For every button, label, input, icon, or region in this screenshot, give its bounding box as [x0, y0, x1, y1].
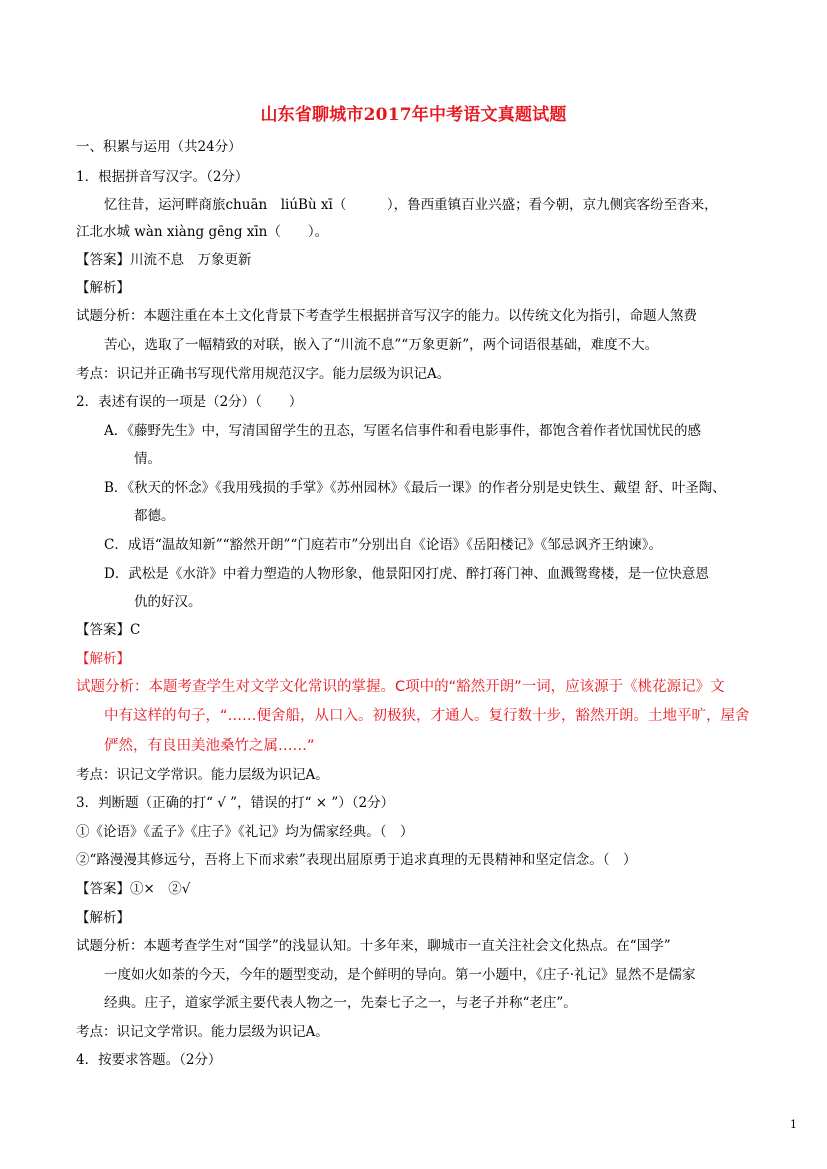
text-line: 江北水城 wàn xiàng gēng xīn（ ）。 — [76, 224, 329, 240]
analysis-heading: 【解析】 — [76, 280, 130, 296]
answer-1: 【答案】川流不息 万象更新 — [76, 252, 252, 268]
option-d: D．武松是《水浒》中着力塑造的人物形象，他景阳冈打虎、醉打蒋门神、血溅鸳鸯楼，是一位快意恩 — [104, 566, 709, 582]
answer-2: 【答案】C — [76, 622, 141, 638]
text-line: 仇的好汉。 — [134, 594, 202, 610]
text-line: 情。 — [134, 451, 161, 467]
text-line: 经典。庄子，道家学派主要代表人物之一，先秦七子之一，与老子并称“老庄”。 — [104, 995, 577, 1011]
option-a: A．《藤野先生》中，写清国留学生的丑态，写匿名信事件和看电影事件，都饱含着作者忧国忧民的感 — [104, 423, 701, 439]
text-line: 一度如火如荼的今天，今年的题型变动，是个鲜明的导向。第一小题中，《庄子·礼记》显然不是儒家 — [104, 967, 696, 983]
text-line: ①《论语》《孟子》《庄子》《礼记》均为儒家经典。（ ） — [76, 824, 414, 840]
section-heading: 一、积累与运用（共24分） — [76, 139, 242, 155]
text-line: 忆往昔，运河畔商旅chuān liúBù xī（ ），鲁西重镇百业兴盛；看今朝，京九侧宾客纷至沓来， — [104, 197, 718, 213]
question-4: 4．按要求答题。（2分） — [76, 1052, 222, 1068]
question-3: 3．判断题（正确的打“ √ ”，错误的打“ × ”）（2分） — [76, 795, 395, 811]
analysis-heading: 【解析】 — [76, 910, 130, 926]
page-title: 山东省聊城市2017年中考语文真题试题 — [260, 105, 567, 125]
option-c: C．成语“温故知新”“豁然开朗”“门庭若市”分别出自《论语》《岳阳楼记》《邹忌讽齐王纳谏》。 — [104, 537, 662, 553]
text-line: 都德。 — [134, 508, 175, 524]
text-line: 试题分析：本题注重在本土文化背景下考查学生根据拼音写汉字的能力。以传统文化为指引，命题人煞费 — [76, 308, 697, 324]
text-line: ②“路漫漫其修远兮，吾将上下而求索”表现出屈原勇于追求真理的无畏精神和坚定信念。（ ） — [76, 852, 637, 868]
page-number: 1 — [790, 1118, 797, 1131]
text-line: 试题分析：本题考查学生对“国学”的浅显认知。十多年来，聊城市一直关注社会文化热点。在“国学” — [76, 938, 671, 954]
text-line: 考点：识记文学常识。能力层级为识记A。 — [76, 767, 329, 783]
question-1: 1．根据拼音写汉字。（2分） — [76, 169, 249, 185]
text-line: 苦心，选取了一幅精致的对联，嵌入了“川流不息”“万象更新”，两个词语很基础，难度不大。 — [104, 337, 659, 353]
text-line: 中有这样的句子，“……便舍船，从口入。初极狭，才通人。复行数十步，豁然开朗。土地平旷，屋舍 — [104, 708, 750, 724]
answer-3: 【答案】①× ②√ — [76, 881, 191, 897]
question-2: 2．表述有误的一项是（2分）（ ） — [76, 394, 303, 410]
text-line: 试题分析：本题考查学生对文学文化常识的掌握。C项中的“豁然开朗”一词，应该源于《桃花源记》文 — [76, 679, 725, 695]
text-line: 考点：识记文学常识。能力层级为识记A。 — [76, 1024, 329, 1040]
option-b: B．《秋天的怀念》《我用残损的手掌》《苏州园林》《最后一课》的作者分别是史铁生、戴望 舒、叶圣陶、 — [104, 480, 726, 496]
text-line: 考点：识记并正确书写现代常用规范汉字。能力层级为识记A。 — [76, 366, 451, 382]
text-line: 俨然，有良田美池桑竹之属……” — [104, 738, 315, 754]
analysis-heading: 【解析】 — [76, 651, 130, 667]
